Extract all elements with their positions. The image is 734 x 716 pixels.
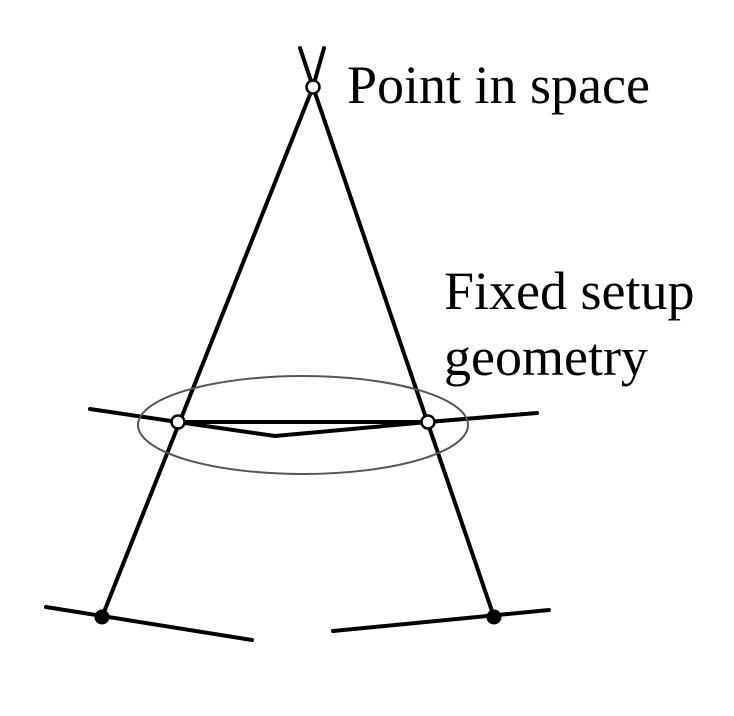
middle-plane-left: [90, 409, 178, 422]
label-geometry: geometry: [444, 327, 648, 387]
image-planes: [46, 607, 549, 640]
image-point-right: [487, 610, 502, 625]
middle-plane-right: [428, 413, 537, 422]
image-plane-right: [333, 610, 549, 631]
ray-left: [102, 87, 313, 617]
fold-wedge: [178, 422, 428, 436]
label-fixed-setup: Fixed setup: [444, 261, 695, 321]
image-plane-left: [46, 607, 252, 640]
intersection-marker-right: [422, 416, 435, 429]
label-point-in-space: Point in space: [347, 55, 650, 115]
image-point-left: [95, 610, 110, 625]
intersection-marker-left: [172, 416, 185, 429]
projection-rays: [102, 48, 494, 617]
point-in-space-marker: [307, 81, 320, 94]
fixed-setup-planes: [90, 409, 537, 436]
